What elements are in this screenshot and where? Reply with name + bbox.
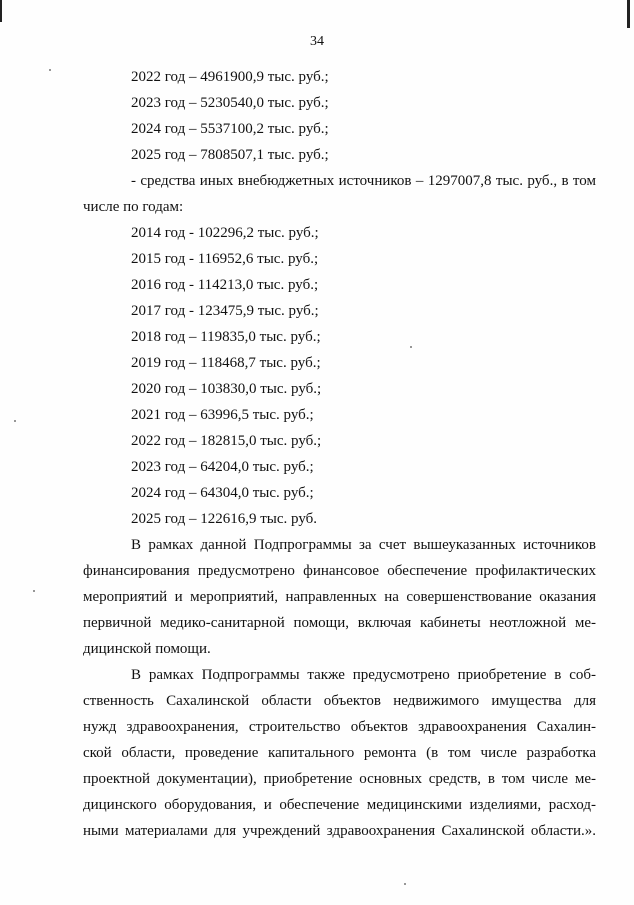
scan-speck bbox=[14, 420, 16, 422]
paragraph-1-line-1: В рамках данной Подпрограммы за счет вышеуказанных источников bbox=[131, 537, 596, 553]
other-funding-line-2014: 2014 год - 102296,2 тыс. руб.; bbox=[131, 225, 319, 241]
funding-line-2022: 2022 год – 4961900,9 тыс. руб.; bbox=[131, 69, 329, 85]
paragraph-1-line-2: финансирования предусмотрено финансовое обеспечение профилактических bbox=[83, 563, 596, 579]
other-funding-line-2015: 2015 год - 116952,6 тыс. руб.; bbox=[131, 251, 319, 267]
funding-line-2023: 2023 год – 5230540,0 тыс. руб.; bbox=[131, 95, 329, 111]
paragraph-2-line-4: ской области, проведение капитального ремонта (в том числе разработка bbox=[83, 745, 596, 761]
other-sources-line-2: числе по годам: bbox=[83, 199, 184, 215]
paragraph-1-line-3: мероприятий и мероприятий, направленных на совершенствование оказания bbox=[83, 589, 596, 605]
funding-line-2025: 2025 год – 7808507,1 тыс. руб.; bbox=[131, 147, 329, 163]
other-funding-line-2023: 2023 год – 64204,0 тыс. руб.; bbox=[131, 459, 314, 475]
other-funding-line-2021: 2021 год – 63996,5 тыс. руб.; bbox=[131, 407, 314, 423]
funding-line-2024: 2024 год – 5537100,2 тыс. руб.; bbox=[131, 121, 329, 137]
other-funding-line-2018: 2018 год – 119835,0 тыс. руб.; bbox=[131, 329, 321, 345]
paragraph-2-line-2: ственность Сахалинской области объектов недвижимого имущества для bbox=[83, 693, 596, 709]
paragraph-2-line-1: В рамках Подпрограммы также предусмотрено приобретение в соб- bbox=[131, 667, 596, 683]
scan-edge-mark bbox=[0, 0, 2, 22]
other-funding-line-2019: 2019 год – 118468,7 тыс. руб.; bbox=[131, 355, 321, 371]
other-funding-line-2020: 2020 год – 103830,0 тыс. руб.; bbox=[131, 381, 322, 397]
other-funding-line-2016: 2016 год - 114213,0 тыс. руб.; bbox=[131, 277, 319, 293]
scan-edge-mark-right bbox=[627, 0, 630, 28]
scan-speck bbox=[404, 883, 406, 885]
other-funding-line-2025: 2025 год – 122616,9 тыс. руб. bbox=[131, 511, 318, 527]
paragraph-2-line-6: дицинского оборудования, и обеспечение медицинскими изделиями, расход- bbox=[83, 797, 596, 813]
other-funding-line-2024: 2024 год – 64304,0 тыс. руб.; bbox=[131, 485, 314, 501]
paragraph-1-line-5: дицинской помощи. bbox=[83, 641, 211, 657]
paragraph-1-line-4: первичной медико-санитарной помощи, включая кабинеты неотложной ме- bbox=[83, 615, 596, 631]
paragraph-2-line-3: нужд здравоохранения, строительство объектов здравоохранения Сахалин- bbox=[83, 719, 596, 735]
paragraph-2-line-7: ными материалами для учреждений здравоохранения Сахалинской области.». bbox=[83, 823, 596, 839]
paragraph-2-line-5: проектной документации), приобретение основных средств, в том числе ме- bbox=[83, 771, 596, 787]
page-number: 34 bbox=[310, 34, 324, 49]
scan-speck bbox=[33, 590, 35, 592]
other-funding-line-2022: 2022 год – 182815,0 тыс. руб.; bbox=[131, 433, 322, 449]
scan-speck bbox=[49, 69, 51, 71]
scan-speck bbox=[410, 346, 412, 348]
other-funding-line-2017: 2017 год - 123475,9 тыс. руб.; bbox=[131, 303, 319, 319]
other-sources-line-1: - средства иных внебюджетных источников – 1297007,8 тыс. руб., в том bbox=[131, 173, 596, 189]
